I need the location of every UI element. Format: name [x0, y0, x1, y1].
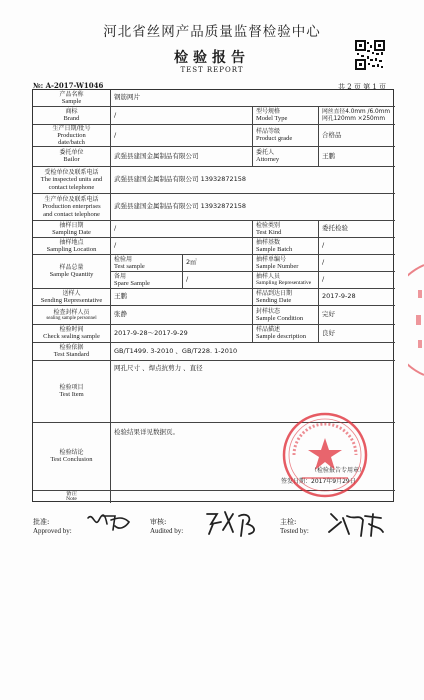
- test-standard-label: 检验依据 Test Standard: [33, 343, 111, 361]
- audited-label: 审核: Audited by:: [150, 518, 184, 535]
- test-item-label: 检验项目 Test Item: [33, 361, 111, 423]
- spare-sample-value: /: [183, 272, 253, 289]
- sending-date-value: 2017-9-28: [319, 289, 395, 306]
- sample-description-value: 良好: [319, 325, 395, 343]
- sampling-rep-value: /: [319, 272, 395, 289]
- sample-condition-label: 封样状态 Sample Condition: [253, 306, 319, 325]
- sample-batch-value: /: [319, 238, 395, 255]
- issue-date: 签发日期：2017年9月29日: [281, 478, 356, 485]
- spare-sample-label: 备用 Spare Sample: [111, 272, 183, 289]
- bailor-value: 武强县建国金属制品有限公司: [111, 147, 253, 167]
- model-value: 网丝直径4.0mm /6.0mm 网孔120mm ×250mm: [319, 107, 395, 125]
- bailor-label: 委托单位 Bailor: [33, 147, 111, 167]
- attorney-label: 委托人 Attorney: [253, 147, 319, 167]
- sample-condition-value: 完好: [319, 306, 395, 325]
- sample-description-label: 样品描述 Sample description: [253, 325, 319, 343]
- attorney-value: 王鹏: [319, 147, 395, 167]
- document-number: №: A-2017-W1046: [33, 81, 104, 90]
- tested-label: 主检: Tested by:: [280, 518, 309, 535]
- enterprises-label: 生产单位及联系电话 Production enterprises and contact telephone: [33, 194, 111, 221]
- check-time-label: 检验时间 Check sealing sample: [33, 325, 111, 343]
- test-standard-value: GB/T1499. 3-2010 、GB/T228. 1-2010: [111, 343, 395, 361]
- sample-label: 产品名称 Sample: [33, 90, 111, 107]
- brand-value: /: [111, 107, 253, 125]
- tested-signature: [325, 510, 385, 538]
- test-kind-label: 检验类别 Test Kind: [253, 221, 319, 238]
- inspected-units-value: 武强县建国金属制品有限公司 13932872158: [111, 167, 395, 194]
- sample-number-label: 抽样单编号 Sample Number: [253, 255, 319, 272]
- inspected-units-label: 受检单位及联系电话 The inspected units and contact telephone: [33, 167, 111, 194]
- sampling-rep-label: 抽样人员 Sampling Representative: [253, 272, 319, 289]
- test-item-value: 网孔尺寸 、焊点抗剪力 、直径: [111, 361, 395, 423]
- sample-quantity-label: 样品总量 Sample Quantity: [33, 255, 111, 289]
- sampling-date-value: /: [111, 221, 253, 238]
- edge-seal-icon: [408, 260, 424, 380]
- test-sample-label: 检验用 Test sample: [111, 255, 183, 272]
- sending-rep-value: 王鹏: [111, 289, 253, 306]
- audited-signature: [203, 508, 263, 538]
- grade-label: 样品等级 Product grade: [253, 125, 319, 147]
- sending-date-label: 样品到达日期 Sending Date: [253, 289, 319, 306]
- stamp-note: （检验报告专用章）: [311, 467, 366, 474]
- check-person-value: 张静: [111, 306, 253, 325]
- check-person-label: 检查封样人员 sealing sample personnel: [33, 306, 111, 325]
- sampling-location-value: /: [111, 238, 253, 255]
- sampling-location-label: 抽样地点 Sampling Location: [33, 238, 111, 255]
- sampling-date-label: 抽样日期 Sampling Date: [33, 221, 111, 238]
- page-info: 共 2 页 第 1 页: [338, 83, 387, 91]
- official-seal-icon: [280, 410, 370, 500]
- production-value: /: [111, 125, 253, 147]
- test-kind-value: 委托检验: [319, 221, 395, 238]
- report-title: 检验报告: [174, 50, 250, 66]
- note-label: 备注 Note: [33, 491, 111, 503]
- sample-number-value: /: [319, 255, 395, 272]
- conclusion-label: 检验结论 Test Conclusion: [33, 423, 111, 491]
- conclusion-value: 检验结果详见数据页。: [114, 428, 179, 436]
- qr-code-icon: [355, 40, 385, 70]
- check-time-value: 2017-9-28～2017-9-29: [111, 325, 253, 343]
- brand-label: 商标 Brand: [33, 107, 111, 125]
- test-sample-value: 2㎡: [183, 255, 253, 272]
- report-subtitle: TEST REPORT: [180, 66, 244, 74]
- enterprises-value: 武强县建国金属制品有限公司 13932872158: [111, 194, 395, 221]
- organization-name: 河北省丝网产品质量监督检验中心: [103, 24, 321, 40]
- sending-rep-label: 送样人 Sending Representative: [33, 289, 111, 306]
- production-label: 生产日期/批号 Production date/batch: [33, 125, 111, 147]
- grade-value: 合格品: [319, 125, 395, 147]
- model-label: 型号规格 Model Type: [253, 107, 319, 125]
- approved-label: 批准: Approved by:: [33, 518, 72, 535]
- sample-batch-label: 抽样基数 Sample Batch: [253, 238, 319, 255]
- approved-signature: [85, 510, 135, 534]
- sample-value: 钢筋网片: [111, 90, 395, 107]
